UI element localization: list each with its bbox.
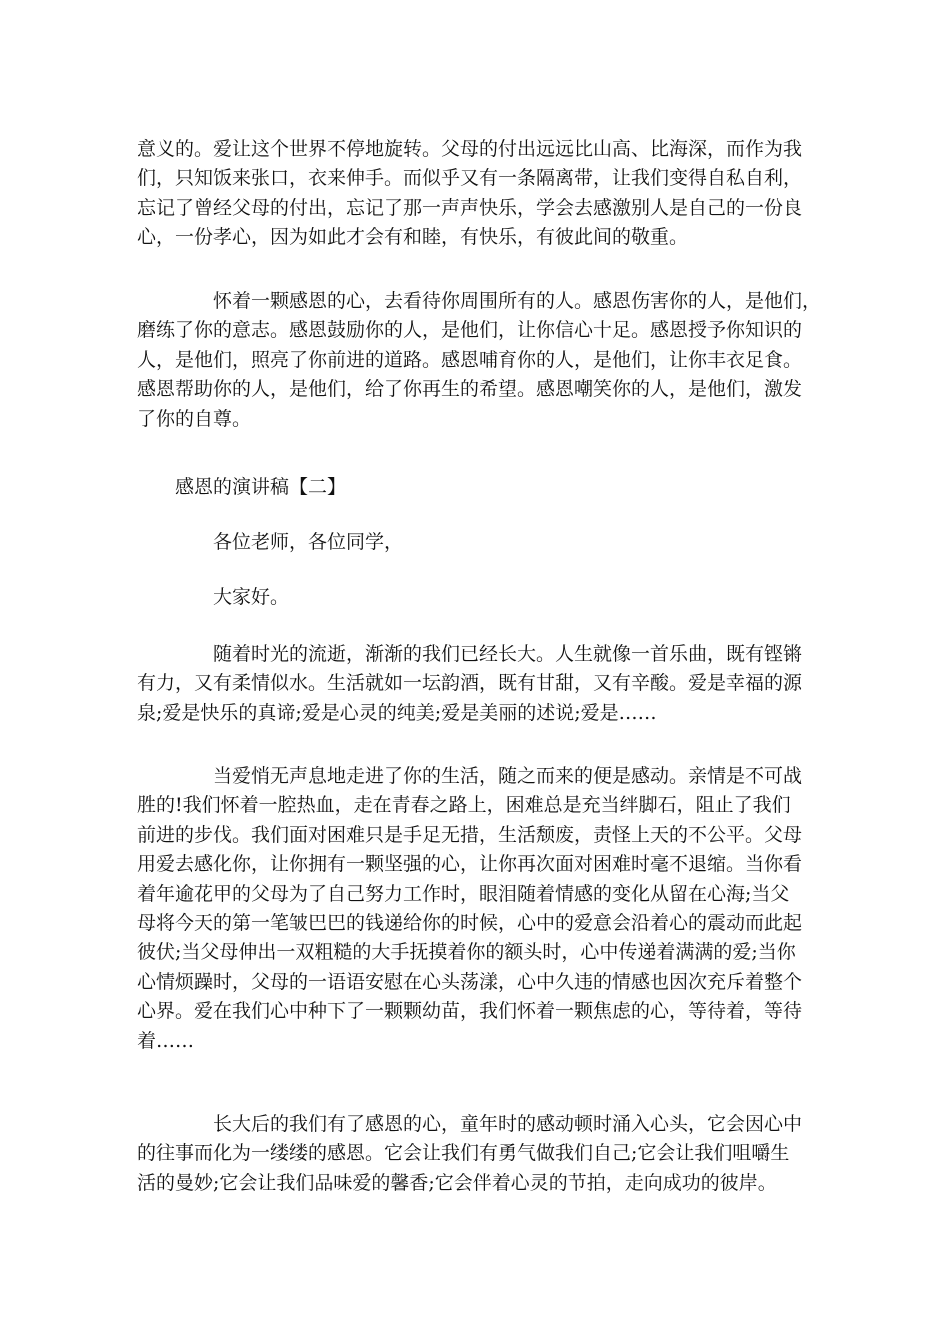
text-line: 着年逾花甲的父母为了自己努力工作时，眼泪随着情感的变化从留在心海;当父 (137, 882, 790, 905)
text-line: 彼伏;当父母伸出一双粗糙的大手抚摸着你的额头时，心中传递着满满的爱;当你 (137, 941, 796, 964)
paragraph-5 (137, 1110, 817, 1198)
text-line: 泉;爱是快乐的真谛;爱是心灵的纯美;爱是美丽的述说;爱是…… (137, 701, 657, 724)
text-line: 随着时光的流逝，渐渐的我们已经长大。人生就像一首乐曲，既有铿锵 (213, 643, 803, 665)
text-line: 心情烦躁时，父母的一语语安慰在心头荡漾，心中久违的情感也因次充斥着整个 (137, 970, 803, 993)
text-line: 母将今天的第一笔皱巴巴的钱递给你的时候，心中的爱意会沿着心的震动而此起 (137, 912, 803, 935)
text-line: 了你的自尊。 (137, 407, 252, 430)
text-line: 着…… (137, 1029, 195, 1052)
text-line: 意义的。爱让这个世界不停地旋转。父母的付出远远比山高、比海深，而作为我 (137, 138, 803, 160)
text-line: 人，是他们，照亮了你前进的道路。感恩哺育你的人，是他们，让你丰衣足食。 (137, 348, 803, 371)
text-line: 有力，又有柔情似水。生活就如一坛韵酒，既有甘甜，又有辛酸。爱是幸福的源 (137, 672, 803, 695)
paragraph-4 (137, 762, 817, 1056)
text-line: 当爱悄无声息地走进了你的生活，随之而来的便是感动。亲情是不可战 (213, 765, 803, 787)
text-line: 心，一份孝心，因为如此才会有和睦，有快乐，有彼此间的敬重。 (137, 226, 689, 249)
text-line: 们，只知饭来张口，衣来伸手。而似乎又有一条隔离带，让我们变得自私自利， (137, 167, 803, 190)
text-line: 的往事而化为一缕缕的感恩。它会让我们有勇气做我们自己;它会让我们咀嚼生 (137, 1142, 790, 1165)
text-line: 前进的步伐。我们面对困难只是手足无措，生活颓废，责怪上天的不公平。父母 (137, 823, 803, 846)
paragraph-3 (137, 640, 817, 728)
text-line: 忘记了曾经父母的付出，忘记了那一声声快乐，学会去感激别人是自己的一份良 (137, 196, 803, 219)
text-line: 用爱去感化你，让你拥有一颗坚强的心，让你再次面对困难时毫不退缩。当你看 (137, 853, 803, 876)
salutation: 各位老师，各位同学， (213, 531, 404, 553)
text-line: 活的曼妙;它会让我们品味爱的馨香;它会伴着心灵的节拍，走向成功的彼岸。 (137, 1171, 777, 1194)
text-line: 感恩帮助你的人，是他们，给了你再生的希望。感恩嘲笑你的人，是他们，激发 (137, 378, 803, 401)
greeting: 大家好。 (213, 586, 290, 608)
paragraph-1 (137, 135, 817, 253)
text-line: 心界。爱在我们心中种下了一颗颗幼苗，我们怀着一颗焦虑的心，等待着，等待 (137, 1000, 803, 1023)
paragraph-2 (137, 287, 822, 434)
text-line: 长大后的我们有了感恩的心，童年时的感动顿时涌入心头，它会因心中 (213, 1113, 803, 1135)
text-line: 怀着一颗感恩的心，去看待你周围所有的人。感恩伤害你的人，是他们， (213, 290, 822, 312)
text-line: 胜的!我们怀着一腔热血，走在青春之路上，困难总是充当绊脚石，阻止了我们 (137, 794, 791, 817)
text-line: 磨练了你的意志。感恩鼓励你的人，是他们，让你信心十足。感恩授予你知识的 (137, 319, 803, 342)
section-heading: 感恩的演讲稿【二】 (175, 476, 347, 498)
